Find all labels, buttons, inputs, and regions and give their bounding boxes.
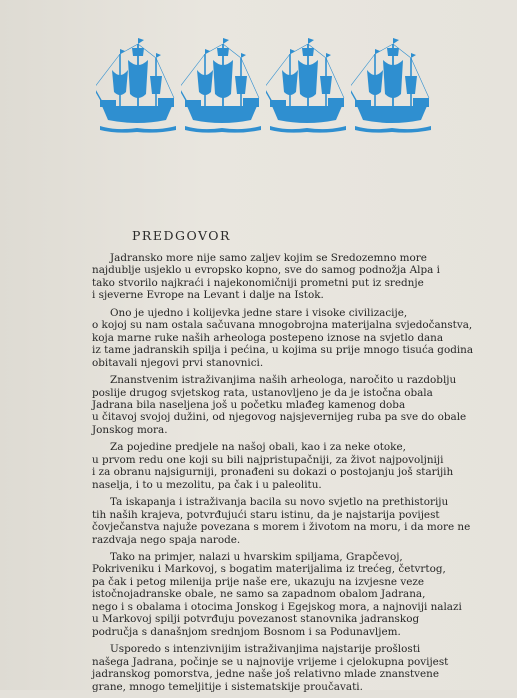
text-line: i za obranu najsigurniji, pronađeni su dokazi o postojanju još starijih xyxy=(92,466,454,479)
paragraph xyxy=(92,643,472,693)
preface-text xyxy=(92,252,472,698)
text-line: Jadrana bila naseljena još u početku mlađeg kamenog doba xyxy=(92,398,406,411)
text-line: razdvaja nego spaja narode. xyxy=(92,533,241,546)
text-line: Usporedo s intenzivnijim istraživanjima najstarije prošlosti xyxy=(110,643,421,656)
sailing-ship-icon xyxy=(96,36,178,136)
text-line: jadranskog pomorstva, jedne naše još relativno mlade znanstvene xyxy=(92,668,440,681)
text-line: naselja, i to u mezolitu, pa čak i u paleolitu. xyxy=(92,478,322,491)
text-line: tako stvorilo najkraći i najekonomičniji prometni put iz srednje xyxy=(92,276,424,289)
text-line: Tako na primjer, nalazi u hvarskim spiljama, Grapčevoj, xyxy=(110,550,403,563)
text-line: Jadransko more nije samo zaljev kojim se Sredozemno more xyxy=(110,252,427,264)
paragraph xyxy=(92,252,472,302)
text-line: Jonskog mora. xyxy=(92,423,168,436)
text-line: iz tame jadranskih spilja i pećina, u kojima su prije mnogo tisuća godina xyxy=(92,344,474,357)
text-line: najdublje usjeklo u evropsko kopno, sve do samog podnožja Alpa i xyxy=(92,264,440,277)
sailing-ship-icon xyxy=(351,36,433,136)
text-line: koja marne ruke naših arheologa postepeno iznose na svjetlo dana xyxy=(92,331,444,344)
text-line: Znanstvenim istraživanjima naših arheologa, naročito u razdoblju xyxy=(110,374,457,387)
text-line: našega Jadrana, počinje se u najnovije vrijeme i cjelokupna povijest xyxy=(92,655,449,668)
text-line: Ono je ujedno i kolijevka jedne stare i visoke civilizacije, xyxy=(110,306,408,319)
text-line: Pokriveniku i Markovoj, s bogatim materijalima iz trećeg, četvrtog, xyxy=(92,563,446,576)
text-line: Ta iskapanja i istraživanja bacila su novo svjetlo na prethistoriju xyxy=(110,496,449,509)
paragraph xyxy=(92,307,472,369)
text-line: grane, mnogo temeljitije i sistematskije proučavati. xyxy=(92,680,363,693)
paragraph xyxy=(92,374,472,436)
text-line: čovječanstva najuže povezana s morem i životom na moru, i da more ne xyxy=(92,521,471,534)
text-line: u prvom redu one koji su bili najpristupačniji, za život najpovoljniji xyxy=(92,453,444,466)
text-line: obitavali njegovi prvi stanovnici. xyxy=(92,356,264,369)
text-line: tih naših krajeva, potvrđujući staru istinu, da je najstarija povijest xyxy=(92,508,440,521)
paragraph xyxy=(92,441,472,491)
ship-ornament-row xyxy=(96,36,436,136)
text-line: u Markovoj spilji potvrđuju povezanost stanovnika jadranskog xyxy=(92,613,420,626)
paragraph xyxy=(92,496,472,546)
paragraph xyxy=(92,551,472,638)
text-line: područja s današnjom srednjom Bosnom i sa Podunavljem. xyxy=(92,625,401,638)
text-line: i sjeverne Evrope na Levant i dalje na Istok. xyxy=(92,289,324,302)
sailing-ship-icon xyxy=(266,36,348,136)
sailing-ship-icon xyxy=(181,36,263,136)
text-line: istočnojadranske obale, ne samo sa zapadnom obalom Jadrana, xyxy=(92,588,426,601)
text-line: pa čak i petog milenija prije naše ere, ukazuju na izvjesne veze xyxy=(92,575,425,588)
text-line: poslije drugog svjetskog rata, ustanovljeno je da je istočna obala xyxy=(92,386,433,399)
text-line: Za pojedine predjele na našoj obali, kao i za neke otoke, xyxy=(110,441,406,454)
page-title: PREDGOVOR xyxy=(132,228,231,243)
text-line: o kojoj su nam ostala sačuvana mnogobrojna materijalna svjedočanstva, xyxy=(92,319,473,332)
text-line: nego i s obalama i otocima Jonskog i Egejskog mora, a najnoviji nalazi xyxy=(92,600,462,613)
text-line: u čitavoj svojoj dužini, od njegovog najsjevernijeg ruba pa sve do obale xyxy=(92,411,467,424)
